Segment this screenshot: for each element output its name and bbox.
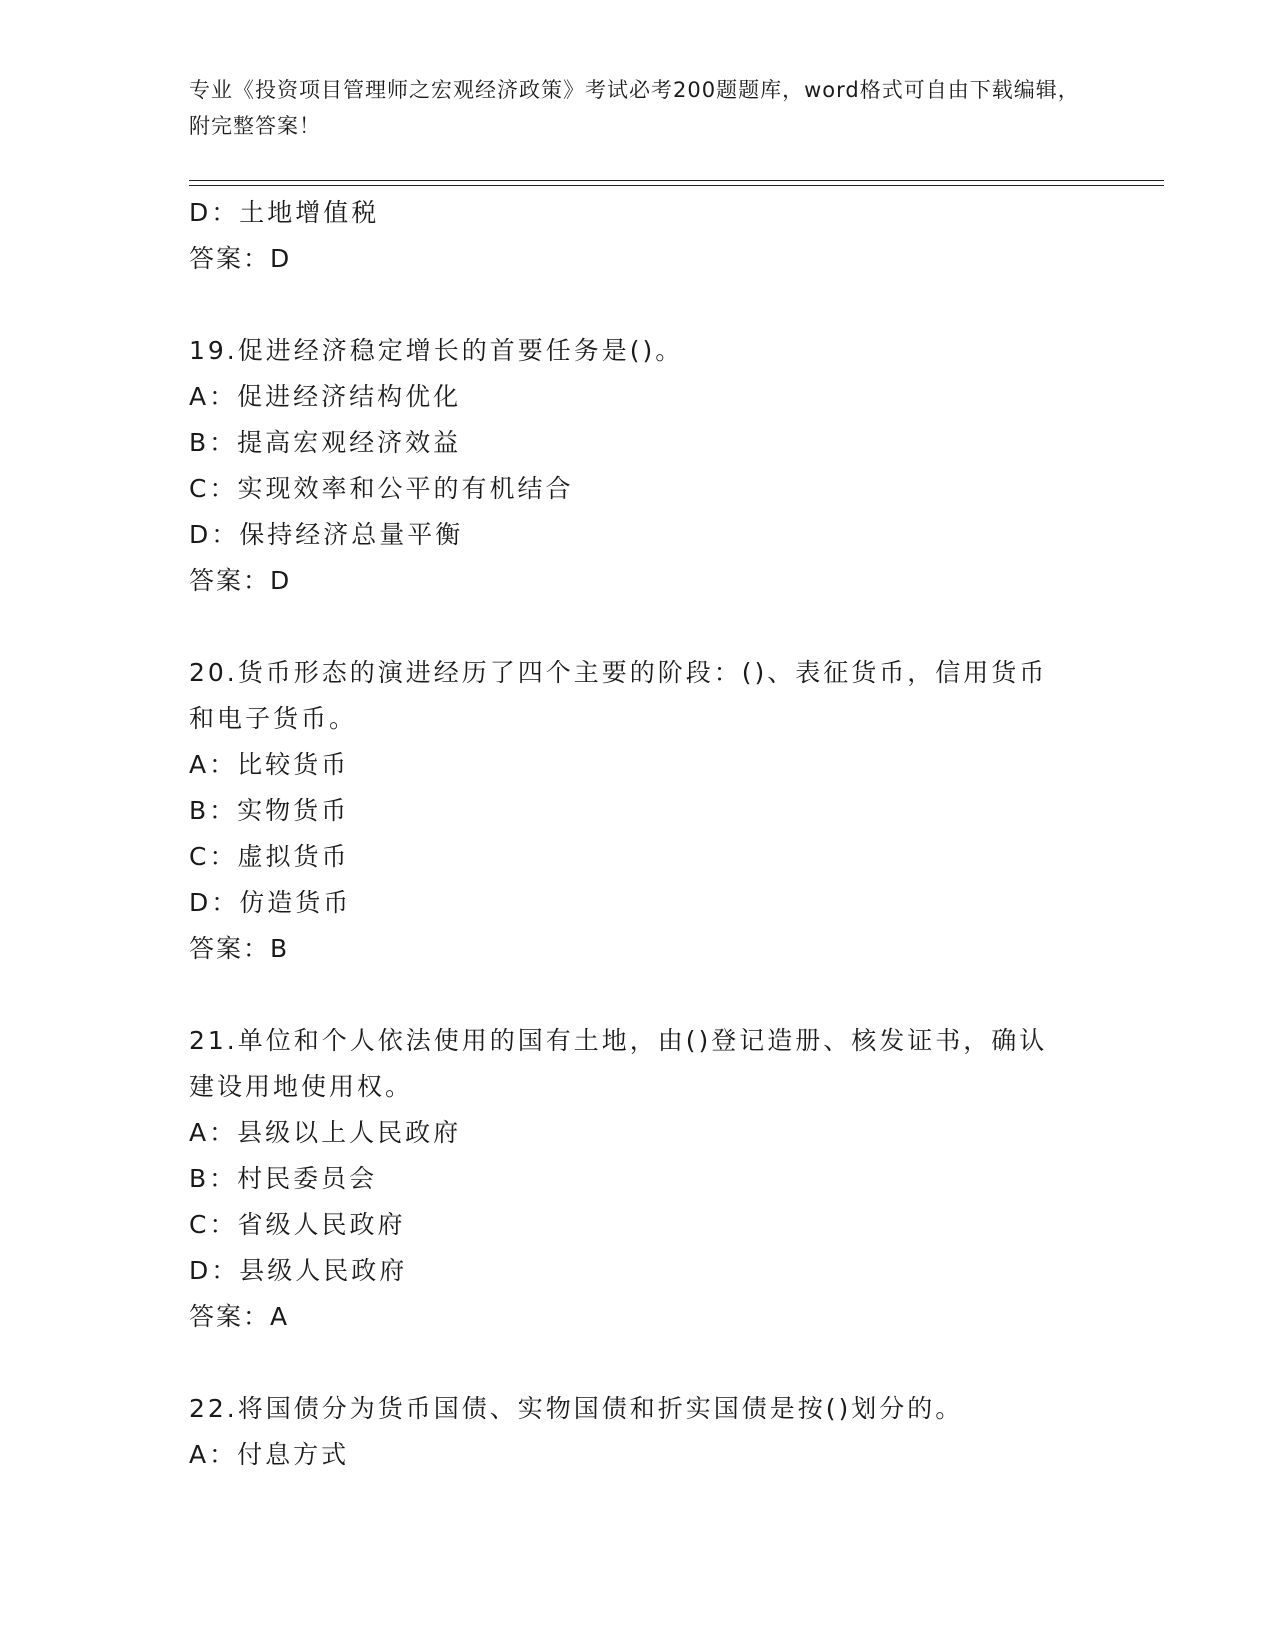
answer-line: 答案：D [189, 244, 292, 273]
option-b: B：村民委员会 [189, 1164, 378, 1193]
question-stem: 19.促进经济稳定增长的首要任务是()。 [189, 336, 684, 365]
option-d: D：仿造货币 [189, 888, 352, 917]
header-rule-bottom [189, 185, 1164, 186]
spacer [189, 604, 1089, 650]
question-stem-continued: 建设用地使用权。 [189, 1072, 414, 1101]
option-a: A：县级以上人民政府 [189, 1118, 462, 1147]
document-header: 专业《投资项目管理师之宏观经济政策》考试必考200题题库，word格式可自由下载编辑，附完整答案！ [189, 78, 1080, 138]
option-d: D：保持经济总量平衡 [189, 520, 464, 549]
option-a: A：促进经济结构优化 [189, 382, 462, 411]
question-stem: 20.货币形态的演进经历了四个主要的阶段：()、表征货币，信用货币 [189, 658, 1048, 687]
answer-line: 答案：D [189, 566, 292, 595]
header-rule-top [189, 180, 1164, 181]
question-stem: 22.将国债分为货币国债、实物国债和折实国债是按()划分的。 [189, 1394, 964, 1423]
option-c: C：省级人民政府 [189, 1210, 406, 1239]
option-c: C：虚拟货币 [189, 842, 350, 871]
option-b: B：提高宏观经济效益 [189, 428, 462, 457]
answer-line: 答案：A [189, 1302, 290, 1331]
question-stem-continued: 和电子货币。 [189, 704, 358, 733]
spacer [189, 972, 1089, 1018]
spacer [189, 282, 1089, 328]
question-stem: 21.单位和个人依法使用的国有土地，由()登记造册、核发证书，确认 [189, 1026, 1048, 1055]
option-a: A：付息方式 [189, 1440, 350, 1469]
option-c: C：实现效率和公平的有机结合 [189, 474, 574, 503]
option-a: A：比较货币 [189, 750, 350, 779]
spacer [189, 1340, 1089, 1386]
option-b: B：实物货币 [189, 796, 350, 825]
option-d: D：县级人民政府 [189, 1256, 408, 1285]
option-d: D：土地增值税 [189, 198, 380, 227]
answer-line: 答案：B [189, 934, 290, 963]
question-list [189, 190, 1089, 1478]
